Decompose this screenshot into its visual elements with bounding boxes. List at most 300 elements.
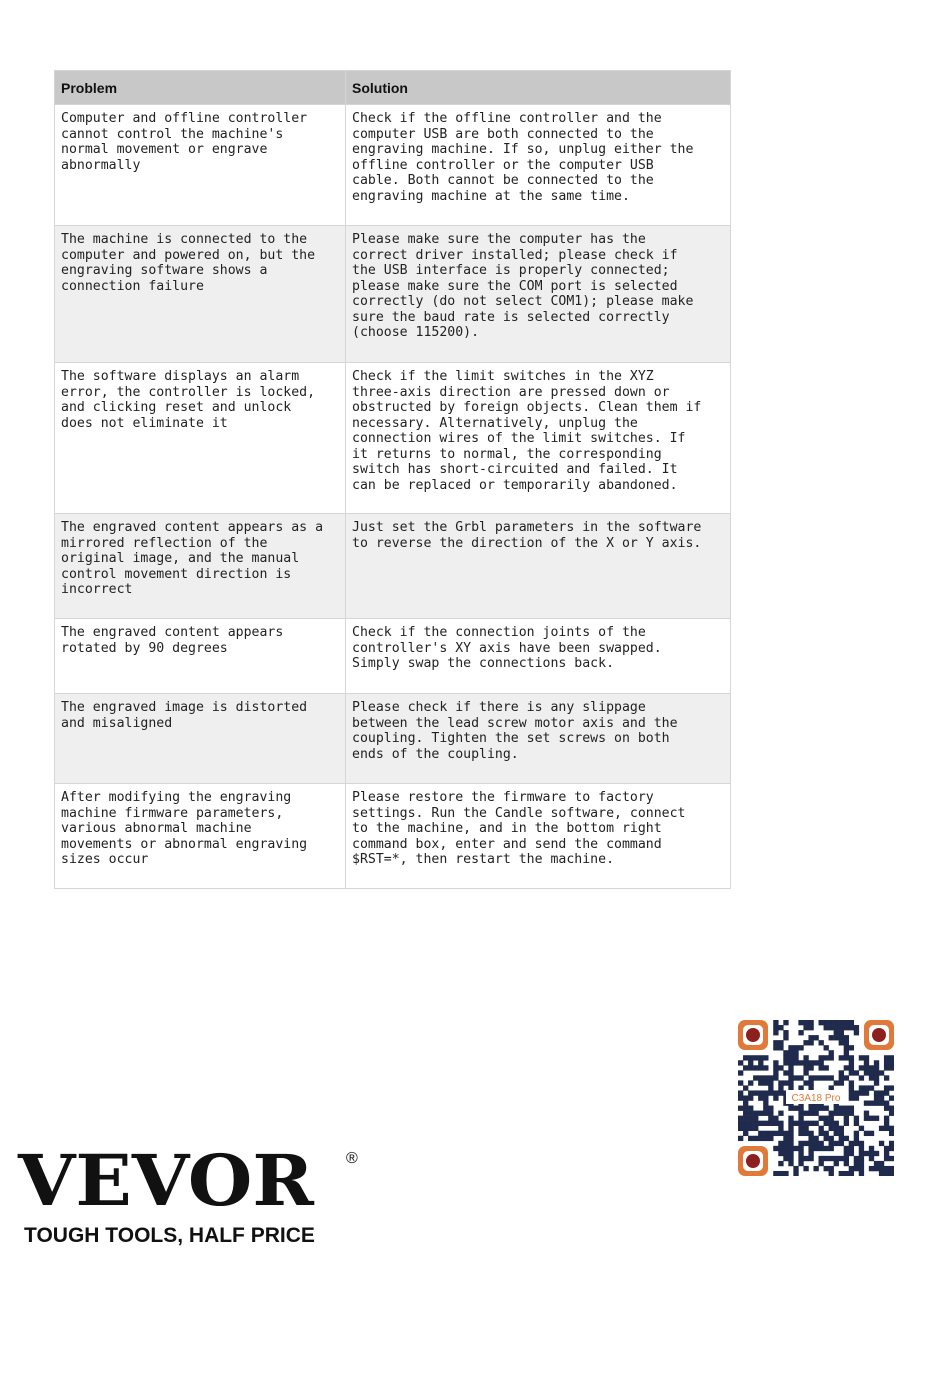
qr-module (813, 1146, 818, 1151)
qr-module (758, 1060, 763, 1065)
qr-module (808, 1156, 813, 1161)
table-row (55, 784, 731, 889)
qr-module (874, 1060, 879, 1065)
qr-module (824, 1136, 829, 1141)
qr-module (788, 1141, 793, 1146)
qr-module (884, 1146, 889, 1151)
qr-module (798, 1085, 803, 1090)
qr-module (844, 1020, 849, 1025)
qr-module (869, 1166, 874, 1171)
qr-module (824, 1025, 829, 1030)
vevor-logo (18, 1140, 358, 1247)
qr-module (889, 1065, 894, 1070)
qr-module (859, 1141, 864, 1146)
qr-module (778, 1141, 783, 1146)
qr-module (854, 1131, 859, 1136)
qr-module (783, 1055, 788, 1060)
qr-module (803, 1111, 808, 1116)
qr-module (783, 1136, 788, 1141)
qr-module (864, 1116, 869, 1121)
qr-module (839, 1080, 844, 1085)
qr-module (864, 1111, 869, 1116)
qr-module (889, 1095, 894, 1100)
qr-module (849, 1111, 854, 1116)
qr-module (813, 1111, 818, 1116)
qr-module (829, 1171, 834, 1176)
qr-module (763, 1111, 768, 1116)
qr-module (834, 1111, 839, 1116)
qr-module (829, 1085, 834, 1090)
qr-module (859, 1171, 864, 1176)
qr-module (763, 1121, 768, 1126)
qr-module (864, 1131, 869, 1136)
qr-module (763, 1106, 768, 1111)
solution-cell: Just set the Grbl parameters in the software to reverse the direction of the X or Y axis. (346, 514, 731, 619)
qr-module (793, 1166, 798, 1171)
qr-module (763, 1095, 768, 1100)
qr-module (778, 1045, 783, 1050)
qr-module (824, 1065, 829, 1070)
qr-module (884, 1106, 889, 1111)
qr-module (844, 1171, 849, 1176)
qr-module (829, 1126, 834, 1131)
qr-module (874, 1095, 879, 1100)
qr-module (844, 1146, 849, 1151)
qr-module (808, 1075, 813, 1080)
qr-module (829, 1050, 834, 1055)
qr-module (819, 1065, 824, 1070)
qr-module (854, 1025, 859, 1030)
qr-module (869, 1146, 874, 1151)
qr-module (798, 1156, 803, 1161)
qr-module (768, 1080, 773, 1085)
qr-module (849, 1151, 854, 1156)
qr-module (854, 1136, 859, 1141)
qr-module (808, 1121, 813, 1126)
problem-cell: Computer and offline controller cannot control the machine's normal movement or engrave abnormally (55, 105, 346, 226)
qr-module (788, 1055, 793, 1060)
qr-module (808, 1141, 813, 1146)
qr-module (808, 1151, 813, 1156)
qr-module (884, 1055, 889, 1060)
qr-module (884, 1151, 889, 1156)
qr-module (773, 1020, 778, 1025)
qr-module (834, 1161, 839, 1166)
qr-module (803, 1166, 808, 1171)
qr-module (798, 1020, 803, 1025)
qr-module (783, 1141, 788, 1146)
qr-module (884, 1126, 889, 1131)
qr-module (819, 1161, 824, 1166)
qr-module (773, 1060, 778, 1065)
qr-module (889, 1171, 894, 1176)
qr-module (839, 1035, 844, 1040)
qr-module (763, 1080, 768, 1085)
qr-module (768, 1111, 773, 1116)
qr-module (753, 1111, 758, 1116)
qr-module (758, 1080, 763, 1085)
qr-module (824, 1156, 829, 1161)
qr-module (803, 1065, 808, 1070)
qr-module (839, 1156, 844, 1161)
qr-module (808, 1080, 813, 1085)
problem-cell: The engraved image is distorted and misaligned (55, 694, 346, 784)
problem-cell: The machine is connected to the computer and powered on, but the engraving software shows a connection failure (55, 226, 346, 363)
qr-module (798, 1131, 803, 1136)
qr-module (844, 1151, 849, 1156)
qr-module (743, 1121, 748, 1126)
qr-module (844, 1040, 849, 1045)
qr-module (874, 1070, 879, 1075)
qr-module (819, 1156, 824, 1161)
qr-module (844, 1121, 849, 1126)
logo-tagline: TOUGH TOOLS, HALF PRICE (24, 1224, 315, 1247)
qr-module (798, 1111, 803, 1116)
qr-module (889, 1131, 894, 1136)
qr-module (864, 1151, 869, 1156)
qr-module (879, 1090, 884, 1095)
qr-module (864, 1065, 869, 1070)
qr-module (854, 1156, 859, 1161)
qr-module (753, 1075, 758, 1080)
qr-module (778, 1085, 783, 1090)
qr-module (783, 1035, 788, 1040)
qr-module (834, 1080, 839, 1085)
qr-module (788, 1156, 793, 1161)
qr-module (844, 1111, 849, 1116)
qr-module (798, 1060, 803, 1065)
qr-module (849, 1020, 854, 1025)
qr-module (758, 1065, 763, 1070)
table-row (55, 514, 731, 619)
qr-module (844, 1055, 849, 1060)
qr-module (813, 1060, 818, 1065)
problem-cell: The engraved content appears as a mirrored reflection of the original image, and the manual control movement direction is incorrect (55, 514, 346, 619)
qr-module (834, 1106, 839, 1111)
qr-module (803, 1020, 808, 1025)
qr-module (839, 1030, 844, 1035)
qr-module (839, 1111, 844, 1116)
qr-module (768, 1131, 773, 1136)
qr-module (879, 1101, 884, 1106)
qr-module (813, 1121, 818, 1126)
qr-module (874, 1090, 879, 1095)
qr-module (849, 1106, 854, 1111)
problem-cell: After modifying the engraving machine firmware parameters, various abnormal machine movements or abnormal engraving sizes occur (55, 784, 346, 889)
problem-cell: The engraved content appears rotated by 90 degrees (55, 619, 346, 694)
qr-finder-bottom-left (738, 1146, 768, 1176)
qr-module (773, 1065, 778, 1070)
qr-module (773, 1171, 778, 1176)
qr-module (793, 1050, 798, 1055)
qr-module (839, 1131, 844, 1136)
qr-module (803, 1055, 808, 1060)
qr-module (788, 1136, 793, 1141)
qr-module (783, 1156, 788, 1161)
qr-module (758, 1090, 763, 1095)
qr-module (798, 1116, 803, 1121)
qr-module (773, 1075, 778, 1080)
qr-module (793, 1121, 798, 1126)
qr-module (788, 1121, 793, 1126)
qr-module (829, 1141, 834, 1146)
qr-module (793, 1106, 798, 1111)
qr-module (803, 1131, 808, 1136)
qr-module (783, 1080, 788, 1085)
qr-module (758, 1111, 763, 1116)
qr-module (819, 1126, 824, 1131)
qr-module (889, 1156, 894, 1161)
qr-module (829, 1121, 834, 1126)
qr-module (869, 1131, 874, 1136)
qr-module (803, 1080, 808, 1085)
qr-module (808, 1065, 813, 1070)
qr-module (884, 1101, 889, 1106)
qr-module (783, 1020, 788, 1025)
qr-module (768, 1121, 773, 1126)
qr-module (788, 1060, 793, 1065)
qr-module (788, 1080, 793, 1085)
qr-module (849, 1171, 854, 1176)
qr-module (859, 1146, 864, 1151)
qr-module (864, 1085, 869, 1090)
qr-module (829, 1146, 834, 1151)
qr-module (758, 1136, 763, 1141)
qr-module (879, 1095, 884, 1100)
qr-module (798, 1161, 803, 1166)
qr-module (748, 1090, 753, 1095)
qr-module (849, 1065, 854, 1070)
qr-module (884, 1060, 889, 1065)
qr-module (738, 1095, 743, 1100)
qr-module (879, 1161, 884, 1166)
qr-module (813, 1075, 818, 1080)
qr-module (849, 1141, 854, 1146)
qr-module (788, 1106, 793, 1111)
qr-module (874, 1161, 879, 1166)
table-row (55, 363, 731, 514)
qr-module (768, 1106, 773, 1111)
qr-module (819, 1040, 824, 1045)
qr-module (859, 1156, 864, 1161)
qr-module (854, 1141, 859, 1146)
qr-module (753, 1121, 758, 1126)
qr-module (839, 1171, 844, 1176)
qr-module (844, 1156, 849, 1161)
qr-module (808, 1035, 813, 1040)
solution-cell: Check if the connection joints of the controller's XY axis have been swapped. Simply swap the connections back. (346, 619, 731, 694)
qr-module (803, 1060, 808, 1065)
qr-module (864, 1101, 869, 1106)
qr-module (834, 1121, 839, 1126)
qr-module (808, 1040, 813, 1045)
qr-module (849, 1095, 854, 1100)
qr-module (778, 1065, 783, 1070)
table-row (55, 619, 731, 694)
qr-module (778, 1151, 783, 1156)
qr-module (859, 1075, 864, 1080)
qr-module (844, 1035, 849, 1040)
qr-module (743, 1065, 748, 1070)
qr-module (854, 1121, 859, 1126)
qr-module (803, 1141, 808, 1146)
solution-cell: Check if the offline controller and the computer USB are both connected to the engraving machine. If so, unplug either the offline controller or the computer USB cable. Both cannot be connected to the engraving machine at the same time. (346, 105, 731, 226)
qr-module (834, 1035, 839, 1040)
qr-module (758, 1095, 763, 1100)
qr-module (874, 1101, 879, 1106)
qr-module (748, 1116, 753, 1121)
logo-wordmark: VEVOR (18, 1140, 314, 1223)
qr-module (889, 1146, 894, 1151)
troubleshooting-table (54, 70, 731, 889)
qr-module (834, 1126, 839, 1131)
qr-module (748, 1055, 753, 1060)
qr-module (758, 1075, 763, 1080)
qr-module (849, 1080, 854, 1085)
qr-module (869, 1156, 874, 1161)
qr-module (803, 1040, 808, 1045)
qr-module (819, 1060, 824, 1065)
qr-module (793, 1055, 798, 1060)
qr-module (839, 1106, 844, 1111)
qr-module (879, 1126, 884, 1131)
qr-module (824, 1146, 829, 1151)
qr-module (824, 1121, 829, 1126)
qr-module (743, 1111, 748, 1116)
qr-module (834, 1131, 839, 1136)
qr-module (844, 1161, 849, 1166)
qr-module (849, 1025, 854, 1030)
qr-module (808, 1106, 813, 1111)
qr-module (743, 1131, 748, 1136)
qr-module (839, 1075, 844, 1080)
qr-module (874, 1166, 879, 1171)
qr-module (743, 1116, 748, 1121)
qr-module (813, 1141, 818, 1146)
qr-module (738, 1060, 743, 1065)
problem-cell: The software displays an alarm error, the controller is locked, and clicking reset and unlock does not eliminate it (55, 363, 346, 514)
qr-module (874, 1080, 879, 1085)
qr-module (788, 1050, 793, 1055)
qr-module (808, 1111, 813, 1116)
qr-label: C3A18 Pro (791, 1093, 841, 1104)
qr-module (773, 1070, 778, 1075)
qr-module (869, 1070, 874, 1075)
qr-module (778, 1111, 783, 1116)
qr-module (783, 1171, 788, 1176)
qr-module (819, 1116, 824, 1121)
qr-module (773, 1131, 778, 1136)
qr-module (763, 1090, 768, 1095)
qr-module (864, 1060, 869, 1065)
qr-module (884, 1090, 889, 1095)
qr-module (788, 1085, 793, 1090)
qr-module (743, 1101, 748, 1106)
qr-module (798, 1151, 803, 1156)
qr-module (813, 1106, 818, 1111)
qr-module (768, 1116, 773, 1121)
qr-module (768, 1085, 773, 1090)
qr-module (798, 1045, 803, 1050)
qr-module (743, 1126, 748, 1131)
qr-module (803, 1070, 808, 1075)
qr-module (834, 1025, 839, 1030)
qr-module (813, 1136, 818, 1141)
qr-module (829, 1075, 834, 1080)
qr-module (748, 1080, 753, 1085)
qr-module (738, 1106, 743, 1111)
qr-module (748, 1121, 753, 1126)
qr-module (869, 1151, 874, 1156)
qr-module (889, 1126, 894, 1131)
table-row (55, 694, 731, 784)
qr-module (763, 1131, 768, 1136)
qr-module (819, 1146, 824, 1151)
qr-module (803, 1156, 808, 1161)
qr-module (824, 1106, 829, 1111)
qr-module (819, 1141, 824, 1146)
qr-module (768, 1090, 773, 1095)
qr-module (798, 1075, 803, 1080)
qr-module (849, 1070, 854, 1075)
qr-module (783, 1151, 788, 1156)
qr-module (874, 1065, 879, 1070)
qr-module (773, 1040, 778, 1045)
qr-module (808, 1025, 813, 1030)
qr-module (768, 1136, 773, 1141)
qr-module (788, 1146, 793, 1151)
qr-module (839, 1020, 844, 1025)
qr-module (854, 1161, 859, 1166)
table-row (55, 226, 731, 363)
qr-module (763, 1075, 768, 1080)
qr-module (778, 1146, 783, 1151)
qr-module (874, 1116, 879, 1121)
qr-module (793, 1171, 798, 1176)
qr-module (884, 1121, 889, 1126)
qr-module (778, 1090, 783, 1095)
qr-module (808, 1131, 813, 1136)
qr-finder-top-right (864, 1020, 894, 1050)
qr-module (808, 1146, 813, 1151)
qr-module (773, 1045, 778, 1050)
qr-module (798, 1030, 803, 1035)
solution-cell: Please check if there is any slippage between the lead screw motor axis and the coupling. Tighten the set screws on both ends of the coupling. (346, 694, 731, 784)
qr-module (829, 1025, 834, 1030)
qr-module (768, 1075, 773, 1080)
table-header-row (55, 71, 731, 105)
qr-module (884, 1116, 889, 1121)
qr-module (813, 1166, 818, 1171)
qr-module (849, 1166, 854, 1171)
qr-module (884, 1065, 889, 1070)
qr-module (758, 1121, 763, 1126)
qr-module (798, 1141, 803, 1146)
qr-module (864, 1090, 869, 1095)
qr-module (748, 1106, 753, 1111)
qr-module (859, 1161, 864, 1166)
qr-module (829, 1156, 834, 1161)
qr-module (874, 1075, 879, 1080)
qr-module (778, 1080, 783, 1085)
qr-module (849, 1060, 854, 1065)
qr-module (859, 1065, 864, 1070)
qr-module (808, 1060, 813, 1065)
qr-module (758, 1131, 763, 1136)
qr-module (783, 1060, 788, 1065)
qr-module (738, 1136, 743, 1141)
qr-module (743, 1106, 748, 1111)
